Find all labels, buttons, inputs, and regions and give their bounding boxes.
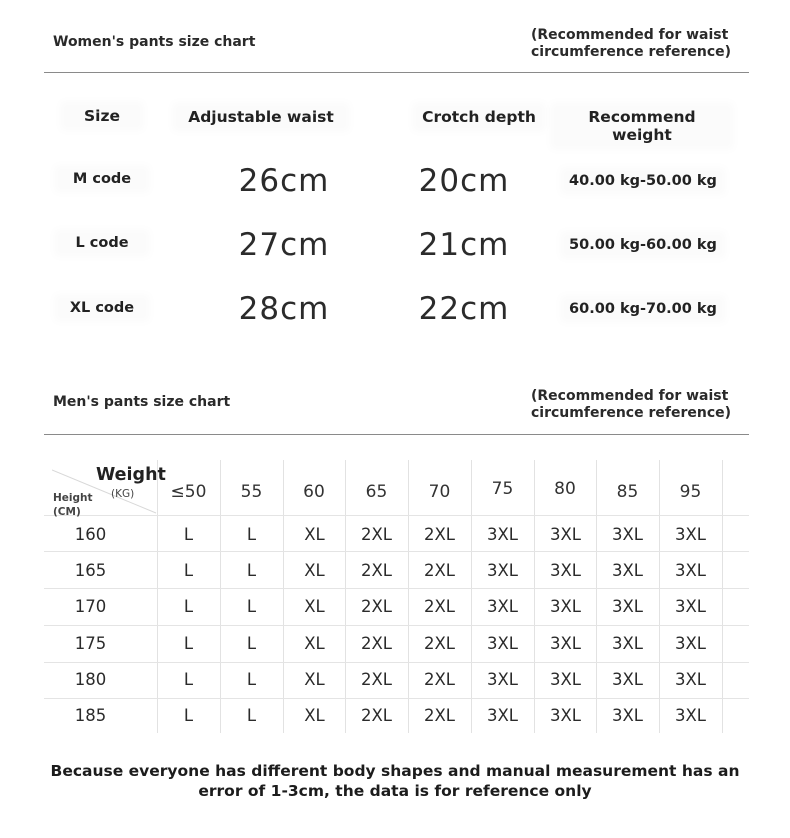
size-cell: 3XL (675, 561, 706, 580)
women-row-size: M code (60, 171, 144, 187)
size-cell: L (183, 670, 194, 689)
size-cell: 3XL (550, 597, 581, 616)
men-size-table (44, 460, 724, 733)
height-cell: 185 (74, 706, 107, 725)
size-cell: 3XL (487, 706, 518, 725)
size-cell: 2XL (424, 706, 455, 725)
size-cell: L (246, 525, 257, 544)
weight-header-cell: 65 (365, 482, 388, 502)
weight-header-cell: ≤50 (170, 482, 207, 502)
size-cell: 2XL (361, 706, 392, 725)
men-chart-note (531, 388, 731, 422)
height-cell: 170 (74, 597, 107, 616)
size-cell: L (246, 634, 257, 653)
women-divider (44, 72, 749, 73)
size-cell: 3XL (487, 525, 518, 544)
size-cell: 3XL (487, 597, 518, 616)
size-cell: 3XL (675, 597, 706, 616)
women-chart-title: Women's pants size chart (53, 34, 256, 50)
corner-height-label: Height (53, 492, 93, 504)
women-row-waist: 28cm (238, 291, 330, 327)
size-cell: 2XL (424, 561, 455, 580)
size-cell: 3XL (675, 634, 706, 653)
women-row-weight: 60.00 kg-70.00 kg (566, 301, 720, 317)
weight-header-cell: 70 (428, 482, 451, 502)
weight-header-cell: 80 (554, 479, 576, 499)
height-cell: 160 (74, 525, 107, 544)
size-cell: 3XL (550, 561, 581, 580)
weight-header-cell: 75 (491, 479, 514, 499)
size-cell: 2XL (361, 670, 392, 689)
disclaimer-text (40, 761, 750, 801)
women-row-weight: 50.00 kg-60.00 kg (566, 237, 720, 253)
women-row-waist: 27cm (238, 227, 330, 263)
women-row-size: L code (60, 235, 144, 251)
men-note-line1: (Recommended for waist (531, 388, 729, 404)
disclaimer-line1: Because everyone has different body shapes and manual measurement has an (50, 762, 740, 780)
weight-header-cell: 55 (240, 482, 263, 502)
grid-hline (44, 662, 749, 663)
men-note-line2: circumference reference) (531, 405, 732, 421)
size-cell: 3XL (675, 706, 706, 725)
weight-header-cell: 60 (303, 482, 325, 502)
size-cell: L (183, 561, 194, 580)
size-cell: XL (304, 670, 325, 689)
women-row-crotch: 22cm (418, 291, 510, 327)
corner-kg-label: (KG) (111, 488, 135, 500)
grid-hline (44, 588, 749, 589)
height-cell: 180 (74, 670, 107, 689)
size-cell: L (183, 597, 194, 616)
men-chart-title: Men's pants size chart (53, 394, 231, 410)
size-cell: L (183, 706, 194, 725)
size-cell: XL (304, 597, 325, 616)
size-cell: 3XL (612, 597, 643, 616)
women-header-weight: Recommend weight (556, 108, 728, 144)
size-cell: 2XL (361, 597, 392, 616)
grid-hline (44, 698, 749, 699)
weight-header-cell: 95 (679, 482, 702, 502)
women-chart-note (531, 27, 731, 61)
women-row-crotch: 21cm (418, 227, 510, 263)
women-header-size: Size (66, 107, 138, 125)
size-cell: L (183, 634, 194, 653)
size-cell: 3XL (612, 706, 643, 725)
women-row-weight: 40.00 kg-50.00 kg (566, 173, 720, 189)
size-cell: 2XL (424, 597, 455, 616)
disclaimer-line2: error of 1-3cm, the data is for reference only (198, 782, 592, 800)
size-cell: L (246, 597, 257, 616)
size-cell: 3XL (675, 670, 706, 689)
size-cell: L (246, 561, 257, 580)
corner-cm-label: (CM) (53, 506, 81, 518)
size-cell: 3XL (550, 634, 581, 653)
size-cell: 3XL (612, 561, 643, 580)
size-cell: L (246, 706, 257, 725)
women-row-size: XL code (60, 300, 144, 316)
size-cell: 2XL (361, 634, 392, 653)
size-cell: 2XL (361, 561, 392, 580)
size-cell: XL (304, 634, 325, 653)
size-cell: 2XL (361, 525, 392, 544)
size-cell: 3XL (550, 706, 581, 725)
size-cell: 2XL (424, 525, 455, 544)
grid-hline (44, 625, 749, 626)
women-row-crotch: 20cm (418, 163, 510, 199)
size-cell: 3XL (675, 525, 706, 544)
women-note-line2: circumference reference) (531, 44, 732, 60)
men-divider (44, 434, 749, 435)
size-cell: 3XL (550, 525, 581, 544)
height-cell: 175 (74, 634, 107, 653)
weight-header-cell: 85 (616, 482, 639, 502)
size-cell: 2XL (424, 634, 455, 653)
grid-vline (722, 460, 723, 733)
size-cell: 3XL (487, 634, 518, 653)
size-cell: L (183, 525, 194, 544)
women-note-line1: (Recommended for waist (531, 27, 729, 43)
women-row-waist: 26cm (238, 163, 330, 199)
women-header-crotch: Crotch depth (418, 108, 540, 126)
size-cell: 3XL (550, 670, 581, 689)
size-cell: 3XL (612, 670, 643, 689)
height-cell: 165 (74, 561, 107, 580)
size-cell: 3XL (487, 670, 518, 689)
size-cell: L (246, 670, 257, 689)
size-cell: XL (304, 706, 325, 725)
size-cell: 3XL (612, 525, 643, 544)
grid-hline (44, 551, 749, 552)
size-cell: 3XL (612, 634, 643, 653)
size-cell: XL (304, 561, 325, 580)
corner-weight-label: Weight (96, 465, 166, 485)
grid-hline (44, 515, 749, 516)
size-cell: 2XL (424, 670, 455, 689)
size-cell: 3XL (487, 561, 518, 580)
size-cell: XL (304, 525, 325, 544)
women-header-waist: Adjustable waist (178, 108, 344, 126)
